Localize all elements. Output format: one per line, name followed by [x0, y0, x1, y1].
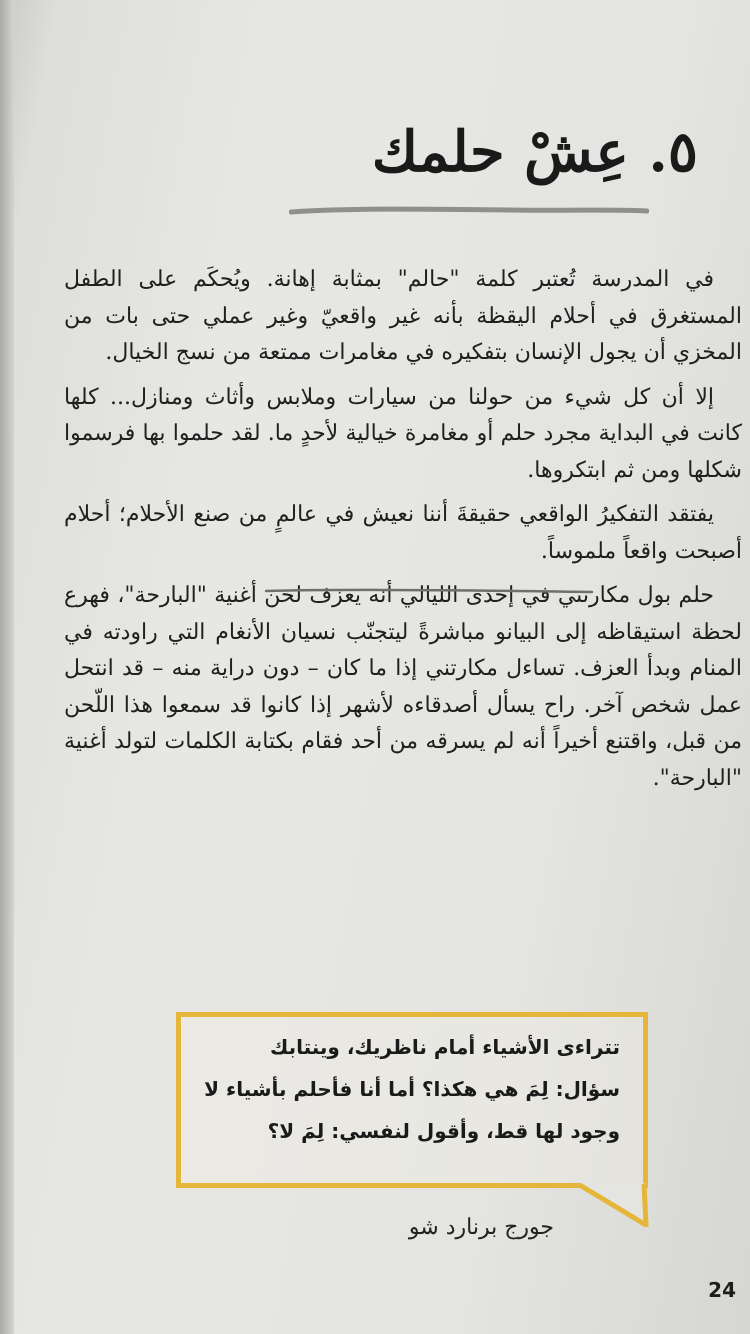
- paragraph-4: حلم بول مكارتني في إحدى الليالي أنه يعزف لحن أغنية "البارحة"، فهرع لحظة استيقاظه إلى البيانو مباشرةً ليتجنّب نسيان الأنغام التي راودته في المنام وبدأ العزف. تساءل مكارتني إذا ما كان – دون دراية منه – قد انتحل عمل شخص آخر. راح يسأل أصدقاءه لأشهر إذا كانوا قد سمعوا هذا اللّحن من قبل، واقتنع أخيراً أنه لم يسرقه من أحد فقام بكتابة الكلمات لتولد أغنية "البارحة".: [64, 583, 742, 791]
- quote-text: تتراءى الأشياء أمام ناظريك، وينتابك سؤال: لِمَ هي هكذا؟ أما أنا فأحلم بأشياء لا وجود لها قط، وأقول لنفسي: لِمَ لا؟: [204, 1035, 620, 1143]
- pencil-underline-mark: [264, 586, 594, 596]
- paragraph-2: إلا أن كل شيء من حولنا من سيارات وملابس وأثاث ومنازل... كلها كانت في البداية مجرد حلم أو مغامرة خيالية لأحدٍ ما. لقد حلموا بها فرسموا شكلها ومن ثم ابتكروها.: [64, 384, 742, 483]
- chapter-body: [64, 262, 742, 805]
- page-edge-shadow: [0, 0, 14, 1334]
- quote-speech-tail: [574, 1183, 654, 1227]
- title-underline-brushstroke: [289, 206, 649, 216]
- quote-author: جورج برنارد شو: [408, 1215, 554, 1240]
- page-number: 24: [708, 1278, 736, 1302]
- book-page: [14, 0, 750, 1334]
- paragraph-1: في المدرسة تُعتبر كلمة "حالم" بمثابة إهانة. ويُحكَم على الطفل المستغرق في أحلام اليقظة بأنه غير واقعيّ وغير عملي حتى بات من المخزي أن يجول الإنسان بتفكيره في مغامرات ممتعة من نسج الخيال.: [64, 267, 742, 365]
- chapter-title: ٥. عِشْ حلمك: [371, 119, 698, 185]
- paragraph-3: يفتقد التفكيرُ الواقعي حقيقةَ أننا نعيش في عالمٍ من صنع الأحلام؛ أحلام أصبحت واقعاً ملموساً.: [64, 502, 742, 564]
